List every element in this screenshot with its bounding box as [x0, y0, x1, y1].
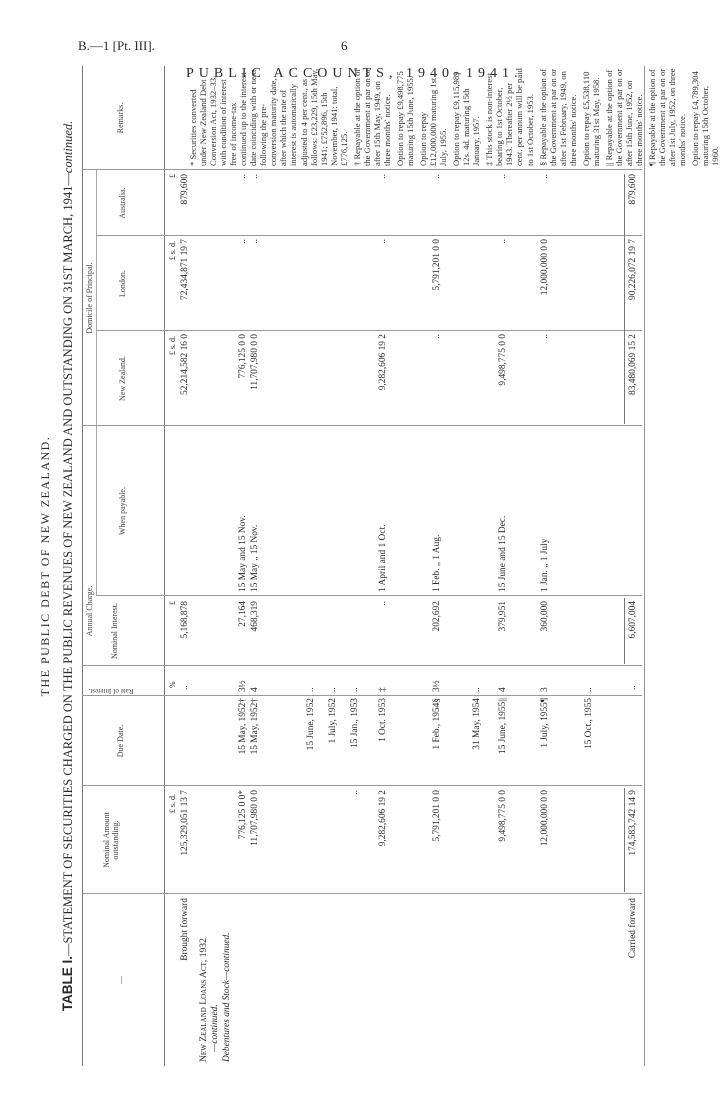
cell-due: 15 Jan., 1953	[350, 698, 360, 748]
cell-rate: ..	[584, 687, 594, 692]
cell-interest: 27,164	[238, 601, 248, 627]
brought-forward-nz: 52,214,582 16 0	[180, 334, 190, 395]
cell-interest: 202,692	[432, 601, 442, 632]
header-bottom-rule	[164, 66, 165, 1066]
cell-rate: ..	[306, 687, 316, 692]
cell-nominal: 11,707,980 0 0	[250, 790, 260, 846]
col-header-desc: —	[116, 976, 125, 984]
cell-rate: 4	[250, 687, 260, 692]
total-rule-domicile	[624, 174, 625, 424]
unit-nominal: £ s. d.	[168, 794, 177, 814]
document-reference: B.—1 [Pt. III].	[78, 38, 155, 53]
unit-rate: %	[168, 681, 177, 688]
cell-interest: ..	[378, 601, 388, 606]
cell-interest: 360,000	[540, 601, 550, 632]
brought-forward-interest: 5,168,878	[180, 601, 190, 639]
carried-forward-london: 90,226,072 19 7	[628, 239, 638, 300]
carried-forward-interest: 6,607,004	[628, 601, 638, 639]
cell-interest: 379,951	[498, 601, 508, 632]
col-header-nz: New Zealand.	[118, 356, 127, 401]
brought-forward-nominal: 125,329,051 13 7	[180, 790, 190, 856]
table-heading	[60, 66, 76, 1066]
cell-due: 15 June, 1952	[306, 698, 316, 751]
remark-note: ¶ Repayable at the option of the Government at par on or after 1st July, 1952, on three months' notice.	[647, 68, 688, 166]
cell-payable: 1 April and 1 Oct.	[378, 524, 388, 592]
cell-payable: 1 Feb. „ 1 Aug.	[432, 534, 442, 592]
cell-due: 15 May, 1952†	[250, 698, 260, 755]
cell-australia: ..	[378, 174, 388, 179]
cell-nz: 776,125 0 0	[238, 334, 248, 379]
cell-interest: 468,319	[250, 601, 260, 632]
cell-rate: ..	[472, 687, 482, 692]
carried-forward-nz: 83,480,069 15 2	[628, 334, 638, 395]
col-header-rate: Rate of Interest.	[88, 687, 134, 695]
cell-nz: ..	[540, 334, 550, 339]
table-label: TABLE I.	[60, 956, 75, 1012]
col-rule	[96, 595, 642, 596]
col-rule	[82, 695, 642, 696]
col-header-london: London.	[118, 270, 127, 297]
cell-london: ..	[498, 239, 508, 244]
rotated-table-page	[38, 66, 721, 1066]
cell-london: 12,000,000 0 0	[540, 239, 550, 296]
col-rule	[82, 665, 642, 666]
col-header-australia: Australia.	[118, 187, 127, 219]
col-rule	[82, 169, 642, 170]
cell-nominal: ..	[350, 790, 360, 795]
remark-note: ‡ This stock is non-interest bearing to 1st October, 1943. Thereafter 2½ per cent. per annum will be paid to 1st October, 1953.	[484, 68, 535, 166]
cell-nominal: 776,125 0 0*	[238, 790, 248, 840]
remark-note: * Securities converted under New Zealand Debt Conversion Act, 1932–33, with condition of interest free of income-tax continued up to the interest date coinciding with or next following the pre-conversion maturity date, after which the rate of interest is automatically adjusted to 4 per cent., as follows: £23,229, 15th May, 1941; £752,896, 15th November, 1941: total, £776,125.	[188, 68, 349, 166]
cell-nz: ..	[432, 334, 442, 339]
cell-rate: 3	[540, 687, 550, 692]
cell-nominal: 5,791,201 0 0	[432, 790, 442, 842]
unit-australia: £	[168, 174, 177, 178]
table-heading-top: THE PUBLIC DEBT OF NEW ZEALAND.	[38, 435, 52, 697]
section-sub: Debentures and Stock—continued.	[222, 932, 232, 1062]
cell-payable: 1 Jan. „ 1 July	[540, 538, 550, 592]
table-heading-text: —STATEMENT OF SECURITIES CHARGED ON THE PUBLIC REVENUES OF NEW ZEALAND AND OUTSTANDING ON 31ST MARCH, 1941—	[61, 173, 75, 957]
remarks-column	[188, 68, 723, 166]
total-rule-nominal	[624, 788, 625, 892]
cell-due: 15 May, 1952†	[238, 698, 248, 755]
domicile-rule	[96, 170, 97, 426]
col-header-annual-charge: Annual Charge.	[85, 585, 94, 637]
cell-australia: ..	[498, 174, 508, 179]
remark-note: † Repayable at the option of the Government at par on or after 15th May, 1949, on three months' notice.	[351, 68, 392, 166]
cell-london: ..	[378, 239, 388, 244]
section-cont: —continued.	[210, 1004, 220, 1052]
cell-due: 15 June, 1955||	[498, 698, 508, 755]
page-number: 6	[341, 38, 348, 53]
carried-forward-rate: ..	[628, 685, 638, 690]
cell-nz: 9,282,606 19 2	[378, 334, 388, 391]
cell-due: 1 July, 1952	[328, 698, 338, 744]
cell-rate: ..	[350, 687, 360, 692]
brought-forward-australia: 879,600	[180, 174, 190, 205]
cell-due: 1 July, 1955¶	[540, 698, 550, 748]
brought-forward-rate: ..	[180, 685, 190, 690]
remark-note: Option to repay £5,538,110 maturing 31st May, 1958.	[580, 71, 601, 166]
remark-note: || Repayable at the option of the Government at par on or after 15th June, 1952, on three months' notice.	[603, 68, 644, 166]
cell-due: 1 Feb., 1954§	[432, 698, 442, 750]
remark-note: Option to repay £9,498,775 maturing 15th June, 1955.	[394, 71, 415, 166]
table-heading-cont: continued.	[61, 120, 75, 174]
cell-rate: ..	[328, 687, 338, 692]
col-header-nominal: Nominal Amount outstanding.	[102, 812, 121, 868]
cell-rate: 3½	[238, 680, 248, 692]
remark-note: Option to repay £4,789,304 maturing 15th October, 1960.	[690, 71, 721, 166]
remark-note: § Repayable at the option of the Government at par on or after 1st February, 1949, on three months' notice.	[537, 68, 578, 166]
cell-rate: 4	[498, 687, 508, 692]
col-rule	[96, 235, 642, 236]
unit-interest: £	[168, 601, 177, 605]
cell-rate: ‡	[378, 687, 388, 692]
running-title: PUBLIC ACCOUNTS, 1940–1941.	[186, 66, 523, 81]
col-rule	[82, 893, 642, 894]
col-header-payable: When payable.	[118, 487, 127, 535]
col-rule	[82, 785, 642, 786]
col-header-domicile: Domicile of Principal.	[85, 262, 94, 334]
cell-london: ..	[238, 239, 248, 244]
annual-charge-rule	[96, 426, 97, 596]
remark-note: Option to repay £12,000,000 maturing 1st July, 1955.	[418, 77, 449, 166]
col-header-due: Due Date.	[116, 724, 125, 758]
cell-due: 1 Oct. 1953	[378, 698, 388, 743]
cell-payable: 15 June and 15 Dec.	[498, 515, 508, 592]
cell-nz: 9,498,775 0 0	[498, 334, 508, 386]
cell-london: ..	[250, 239, 260, 244]
carried-forward-label: Carried forward	[628, 898, 638, 959]
cell-due: 31 May, 1954	[472, 698, 482, 750]
total-rule-interest	[624, 598, 625, 664]
cell-australia: ..	[238, 174, 248, 179]
col-header-interest: Nominal Interest.	[110, 603, 119, 659]
cell-due: 15 Oct., 1955	[584, 698, 594, 750]
cell-nominal: 9,282,606 19 2	[378, 790, 388, 847]
cell-australia: ..	[540, 174, 550, 179]
cell-rate: 3½	[432, 680, 442, 692]
col-rule	[82, 425, 642, 426]
brought-forward-london: 72,434,871 19 7	[180, 239, 190, 300]
brought-forward-label: Brought forward	[180, 898, 190, 961]
cell-nominal: 12,000,000 0 0	[540, 790, 550, 847]
cell-payable: 15 May and 15 Nov.	[238, 515, 248, 592]
unit-london: £ s. d.	[168, 241, 177, 261]
section-act: New Zealand Loans Act, 1932	[198, 938, 209, 1062]
col-rule	[96, 330, 642, 331]
cell-australia: ..	[432, 174, 442, 179]
cell-london: 5,791,201 0 0	[432, 239, 442, 291]
unit-nz: £ s. d.	[168, 336, 177, 356]
cell-payable: 15 May „ 15 Nov.	[250, 524, 260, 592]
remark-note: Option to repay £9,115,989 12s. 4d. maturing 15th January, 1957.	[451, 71, 482, 166]
cell-australia: ..	[250, 174, 260, 179]
carried-forward-australia: 879,600	[628, 174, 638, 205]
cell-nz: 11,707,980 0 0	[250, 334, 260, 390]
header-top-rule	[82, 66, 83, 1066]
carried-forward-nominal: 174,583,742 14 9	[628, 790, 638, 856]
table-bottom-rule	[644, 66, 645, 1066]
cell-nominal: 9,498,775 0 0	[498, 790, 508, 842]
col-header-remarks: Remarks.	[116, 102, 125, 134]
